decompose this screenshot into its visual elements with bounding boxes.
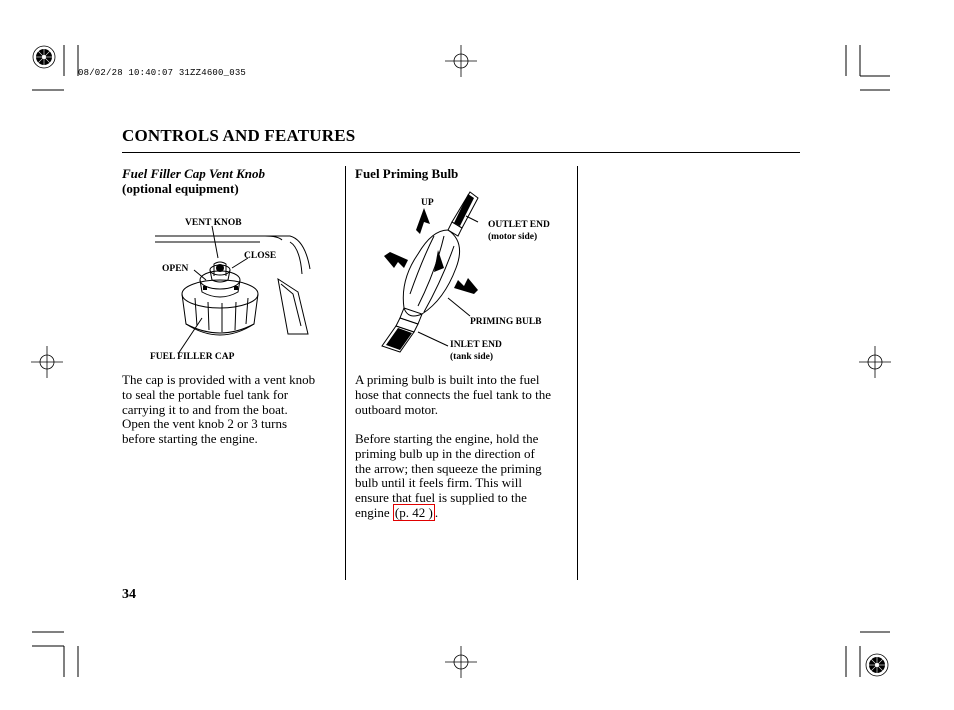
column-divider-1: [345, 166, 346, 580]
squeeze-arrow-left-icon: [384, 252, 408, 268]
vent-knob-label: VENT KNOB: [185, 218, 242, 228]
text-line: Before starting the engine, hold the: [355, 431, 539, 446]
priming-bulb-paragraph-2: [355, 432, 575, 521]
text-line: to seal the portable fuel tank for: [122, 386, 289, 402]
priming-bulb-label: PRIMING BULB: [470, 317, 542, 327]
text-line: Open the vent knob 2 or 3 turns: [122, 416, 288, 432]
text-line: priming bulb up in the direction of: [355, 445, 535, 461]
text-line: hose that connects the fuel tank to the: [355, 386, 552, 402]
registration-target-left: [31, 346, 63, 378]
optional-equipment-note: (optional equipment): [122, 181, 239, 196]
section-title: CONTROLS AND FEATURES: [122, 126, 356, 145]
text-line: outboard motor.: [355, 401, 439, 417]
text-line: the arrow; then squeeze the priming: [355, 460, 542, 476]
column-divider-2: [577, 166, 578, 580]
text-line: ensure that fuel is supplied to the: [355, 490, 527, 506]
up-label: UP: [421, 198, 434, 208]
starburst-mark-top-left: [33, 46, 55, 68]
fuel-filler-cap-illustration: [150, 214, 320, 354]
text-line: A priming bulb is built into the fuel: [355, 372, 540, 387]
inner-arrow-icon: [434, 250, 444, 272]
title-rule: [122, 152, 800, 153]
vent-knob-heading: [122, 166, 342, 196]
priming-bulb-illustration: [378, 190, 488, 355]
starburst-mark-bottom-right: [866, 654, 888, 676]
registration-target-right: [859, 346, 891, 378]
text-line: before starting the engine.: [122, 431, 258, 447]
open-label: OPEN: [162, 264, 189, 274]
inlet-end-label: INLET END: [450, 340, 502, 350]
priming-bulb-title: Fuel Priming Bulb: [355, 166, 459, 181]
page-number: 34: [122, 587, 136, 602]
text-fragment: engine: [355, 504, 393, 520]
vent-knob-paragraph: [122, 373, 344, 447]
fuel-filler-cap-label: FUEL FILLER CAP: [150, 352, 235, 362]
text-fragment: .: [434, 504, 439, 520]
priming-bulb-paragraph-1: [355, 373, 575, 417]
inlet-tank-side-label: (tank side): [450, 352, 494, 362]
close-label: CLOSE: [244, 251, 277, 261]
outlet-motor-side-label: (motor side): [488, 232, 538, 242]
vent-knob-title: Fuel Filler Cap Vent Knob: [122, 166, 266, 181]
text-line: The cap is provided with a vent knob: [122, 372, 316, 387]
registration-target-bottom: [445, 646, 477, 678]
outlet-end-label: OUTLET END: [488, 220, 550, 230]
print-job-code: 08/02/28 10:40:07 31ZZ4600_035: [78, 68, 247, 78]
text-line: bulb until it feels firm. This will: [355, 475, 522, 491]
up-arrow-icon: [416, 208, 430, 234]
registration-target-top: [445, 45, 477, 77]
squeeze-arrow-right-icon: [454, 278, 478, 294]
text-line-with-link: [355, 506, 575, 521]
text-line: carrying it to and from the boat.: [122, 401, 288, 417]
page-42-link[interactable]: (p. 42 ): [394, 504, 433, 520]
